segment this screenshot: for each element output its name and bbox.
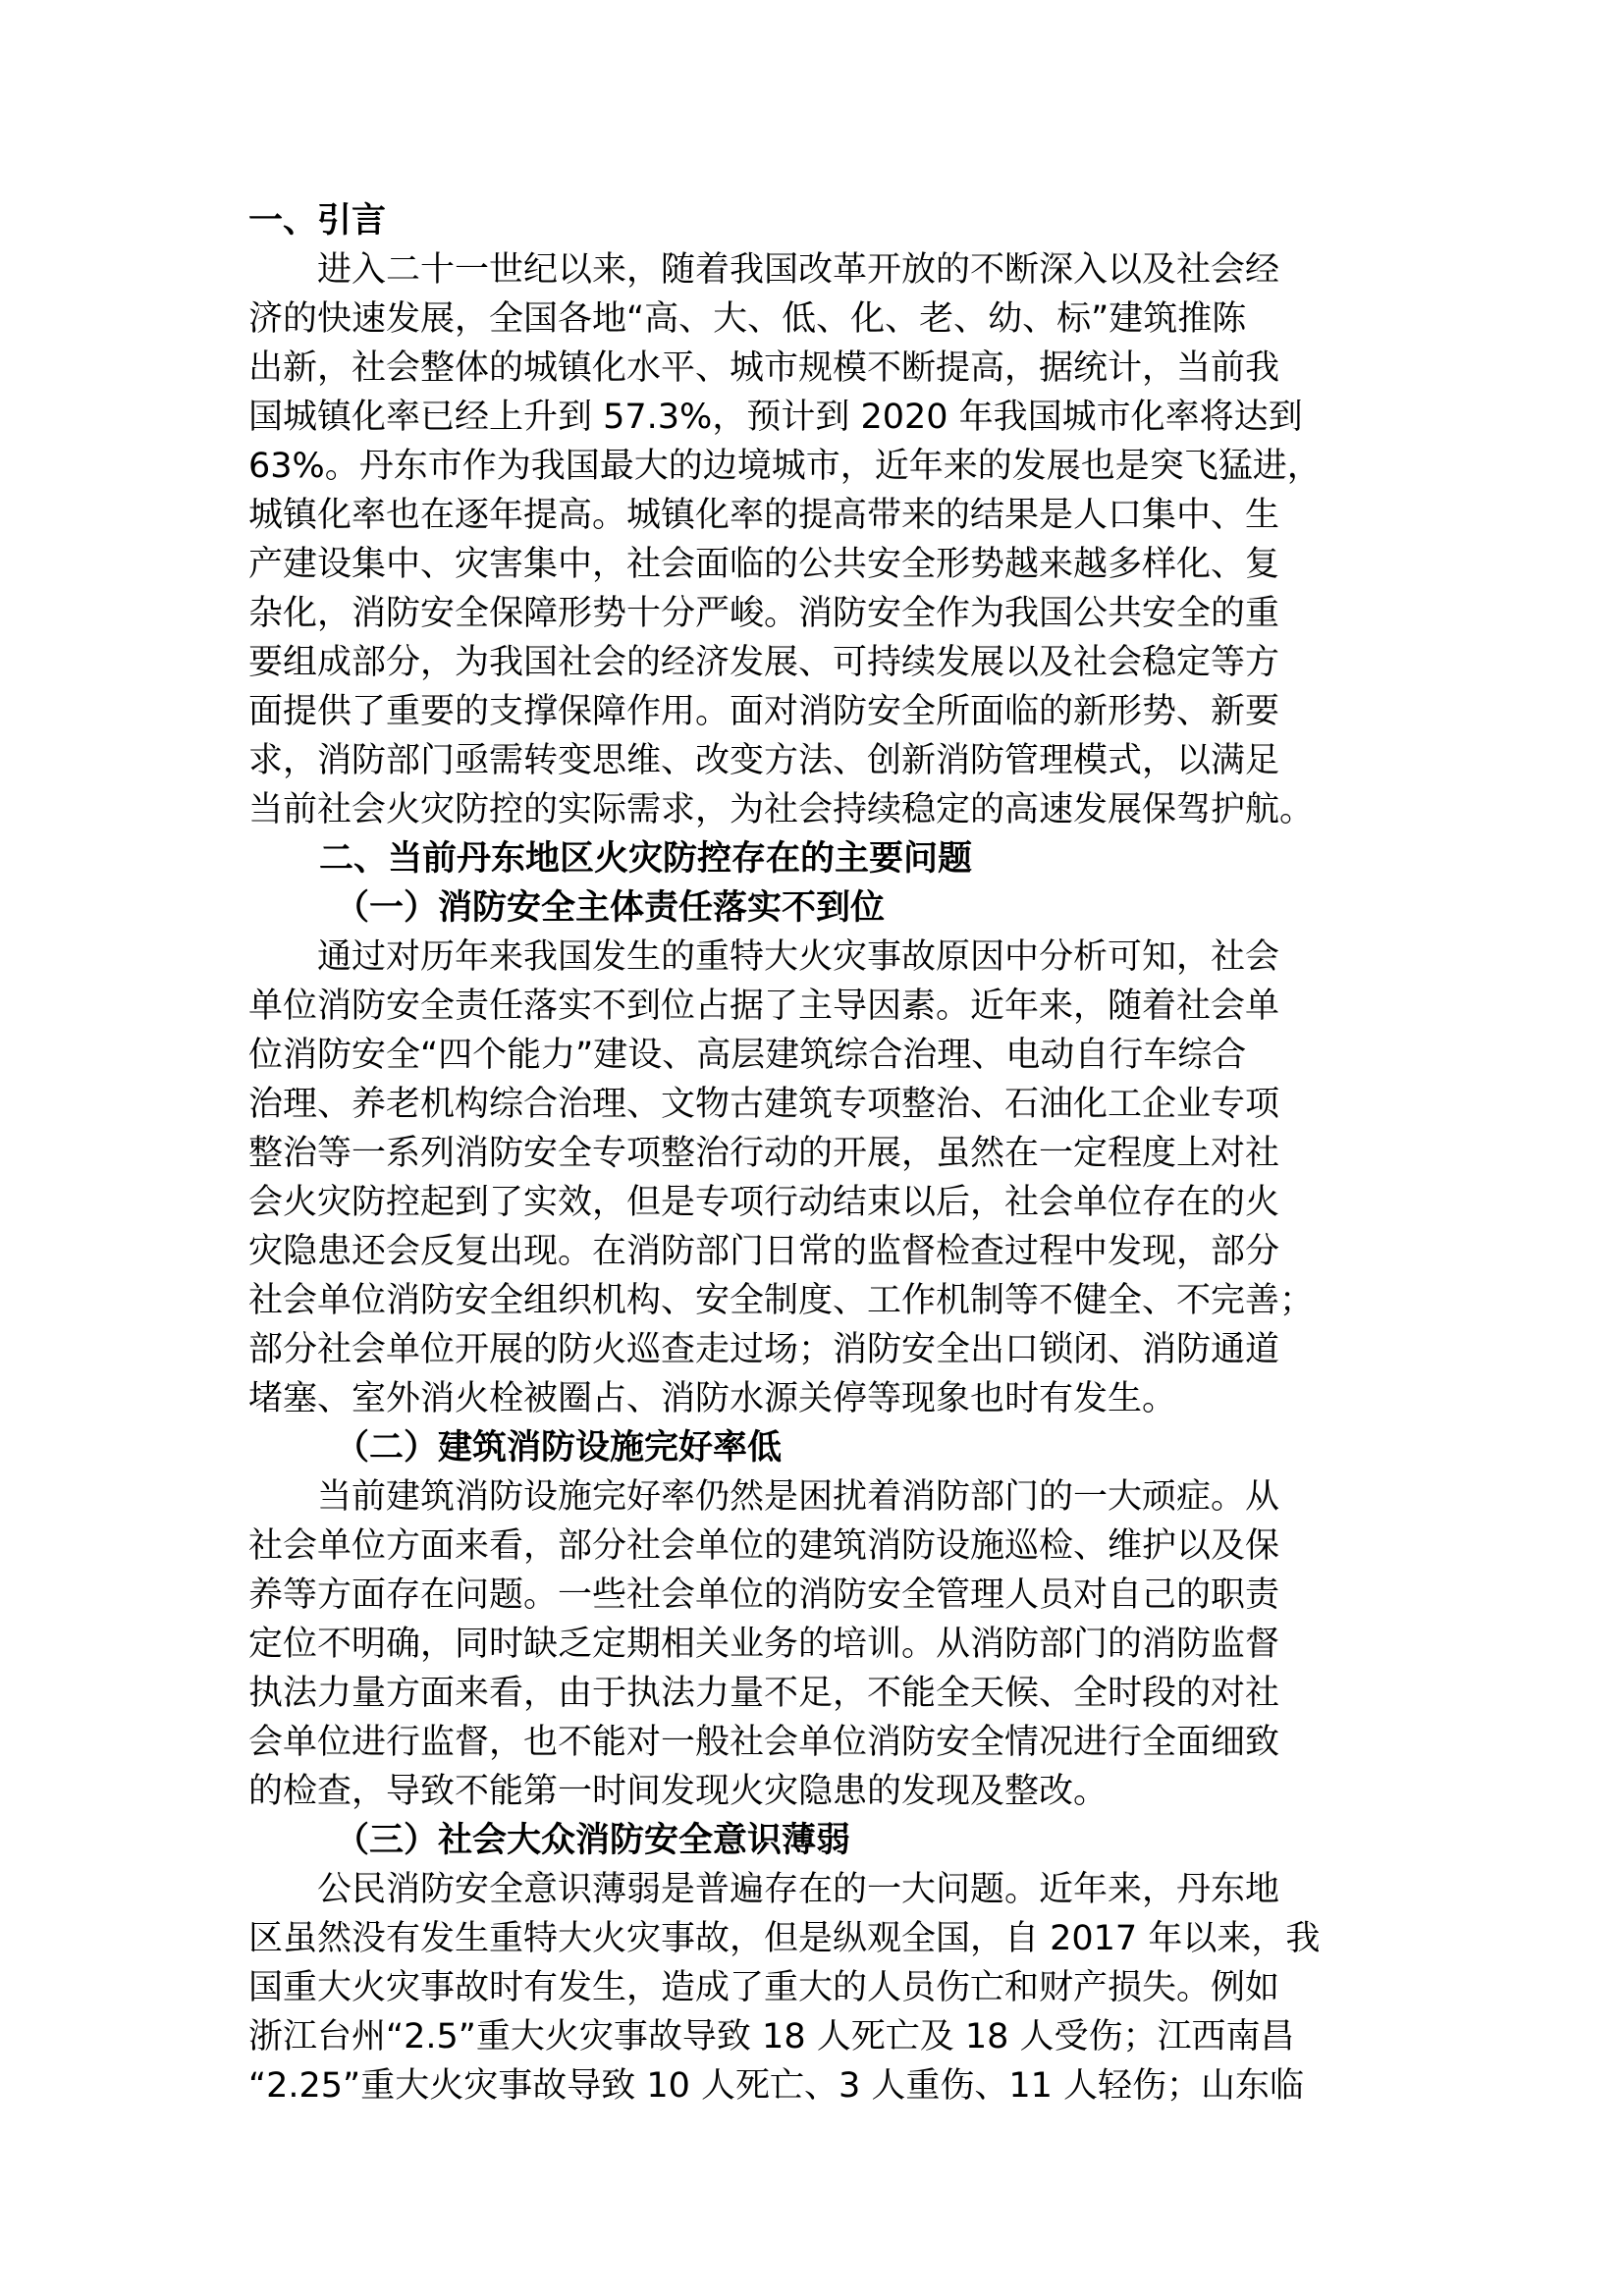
- paragraph-line: 要组成部分，为我国社会的经济发展、可持续发展以及社会稳定等方: [248, 643, 1280, 682]
- paragraph-line: 济的快速发展，全国各地“高、大、低、化、老、幼、标”建筑推陈: [248, 299, 1247, 339]
- section-heading-introduction: 一、引言: [248, 201, 387, 240]
- paragraph-line: 国重大火灾事故时有发生，造成了重大的人员伤亡和财产损失。例如: [248, 1968, 1280, 2007]
- paragraph-line: 治理、养老机构综合治理、文物古建筑专项整治、石油化工企业专项: [248, 1085, 1280, 1124]
- paragraph-line: 的检查，导致不能第一时间发现火灾隐患的发现及整改。: [248, 1772, 1109, 1811]
- paragraph-line: 进入二十一世纪以来，随着我国改革开放的不断深入以及社会经: [317, 250, 1280, 290]
- paragraph-line: 单位消防安全责任落实不到位占据了主导因素。近年来，随着社会单: [248, 987, 1280, 1026]
- paragraph-line: 部分社会单位开展的防火巡查走过场；消防安全出口锁闭、消防通道: [248, 1330, 1280, 1369]
- subsection-heading-facilities: （二）建筑消防设施完好率低: [335, 1428, 783, 1468]
- paragraph-line: 会火灾防控起到了实效，但是专项行动结束以后，社会单位存在的火: [248, 1183, 1280, 1222]
- subsection-heading-responsibility: （一）消防安全主体责任落实不到位: [335, 888, 886, 928]
- document-body: [248, 196, 1387, 2110]
- paragraph-line: 求，消防部门亟需转变思维、改变方法、创新消防管理模式，以满足: [248, 741, 1280, 780]
- paragraph-line: 位消防安全“四个能力”建设、高层建筑综合治理、电动自行车综合: [248, 1036, 1247, 1075]
- paragraph-line: 通过对历年来我国发生的重特大火灾事故原因中分析可知，社会: [317, 937, 1280, 977]
- paragraph-line: “2.25”重大火灾事故导致 10 人死亡、3 人重伤、11 人轻伤；山东临: [248, 2066, 1305, 2106]
- paragraph-line: 产建设集中、灾害集中，社会面临的公共安全形势越来越多样化、复: [248, 545, 1280, 584]
- paragraph-line: 国城镇化率已经上升到 57.3%，预计到 2020 年我国城市化率将达到: [248, 398, 1303, 437]
- paragraph-line: 出新，社会整体的城镇化水平、城市规模不断提高，据统计，当前我: [248, 348, 1280, 388]
- paragraph-line: 面提供了重要的支撑保障作用。面对消防安全所面临的新形势、新要: [248, 692, 1280, 731]
- paragraph-line: 养等方面存在问题。一些社会单位的消防安全管理人员对自己的职责: [248, 1575, 1280, 1615]
- paragraph-line: 社会单位消防安全组织机构、安全制度、工作机制等不健全、不完善；: [248, 1281, 1315, 1320]
- paragraph-line: 当前社会火灾防控的实际需求，为社会持续稳定的高速发展保驾护航。: [248, 790, 1315, 829]
- paragraph-line: 定位不明确，同时缺乏定期相关业务的培训。从消防部门的消防监督: [248, 1625, 1280, 1664]
- paragraph-line: 公民消防安全意识薄弱是普遍存在的一大问题。近年来，丹东地: [317, 1870, 1280, 1909]
- paragraph-line: 63%。丹东市作为我国最大的边境城市，近年来的发展也是突飞猛进，: [248, 447, 1322, 486]
- paragraph-line: 区虽然没有发生重特大火灾事故，但是纵观全国，自 2017 年以来，我: [248, 1919, 1321, 1958]
- section-heading-main-problems: 二、当前丹东地区火灾防控存在的主要问题: [319, 839, 973, 879]
- paragraph-line: 杂化，消防安全保障形势十分严峻。消防安全作为我国公共安全的重: [248, 594, 1280, 633]
- paragraph-line: 灾隐患还会反复出现。在消防部门日常的监督检查过程中发现，部分: [248, 1232, 1280, 1271]
- paragraph-line: 城镇化率也在逐年提高。城镇化率的提高带来的结果是人口集中、生: [248, 496, 1280, 535]
- paragraph-line: 会单位进行监督，也不能对一般社会单位消防安全情况进行全面细致: [248, 1723, 1280, 1762]
- paragraph-line: 社会单位方面来看，部分社会单位的建筑消防设施巡检、维护以及保: [248, 1526, 1280, 1566]
- subsection-heading-public-awareness: （三）社会大众消防安全意识薄弱: [335, 1821, 851, 1860]
- paragraph-line: 执法力量方面来看，由于执法力量不足，不能全天候、全时段的对社: [248, 1674, 1280, 1713]
- paragraph-line: 整治等一系列消防安全专项整治行动的开展，虽然在一定程度上对社: [248, 1134, 1280, 1173]
- paragraph-line: 堵塞、室外消火栓被圈占、消防水源关停等现象也时有发生。: [248, 1379, 1177, 1418]
- paragraph-line: 当前建筑消防设施完好率仍然是困扰着消防部门的一大顽症。从: [317, 1477, 1280, 1517]
- paragraph-line: 浙江台州“2.5”重大火灾事故导致 18 人死亡及 18 人受伤；江西南昌: [248, 2017, 1295, 2056]
